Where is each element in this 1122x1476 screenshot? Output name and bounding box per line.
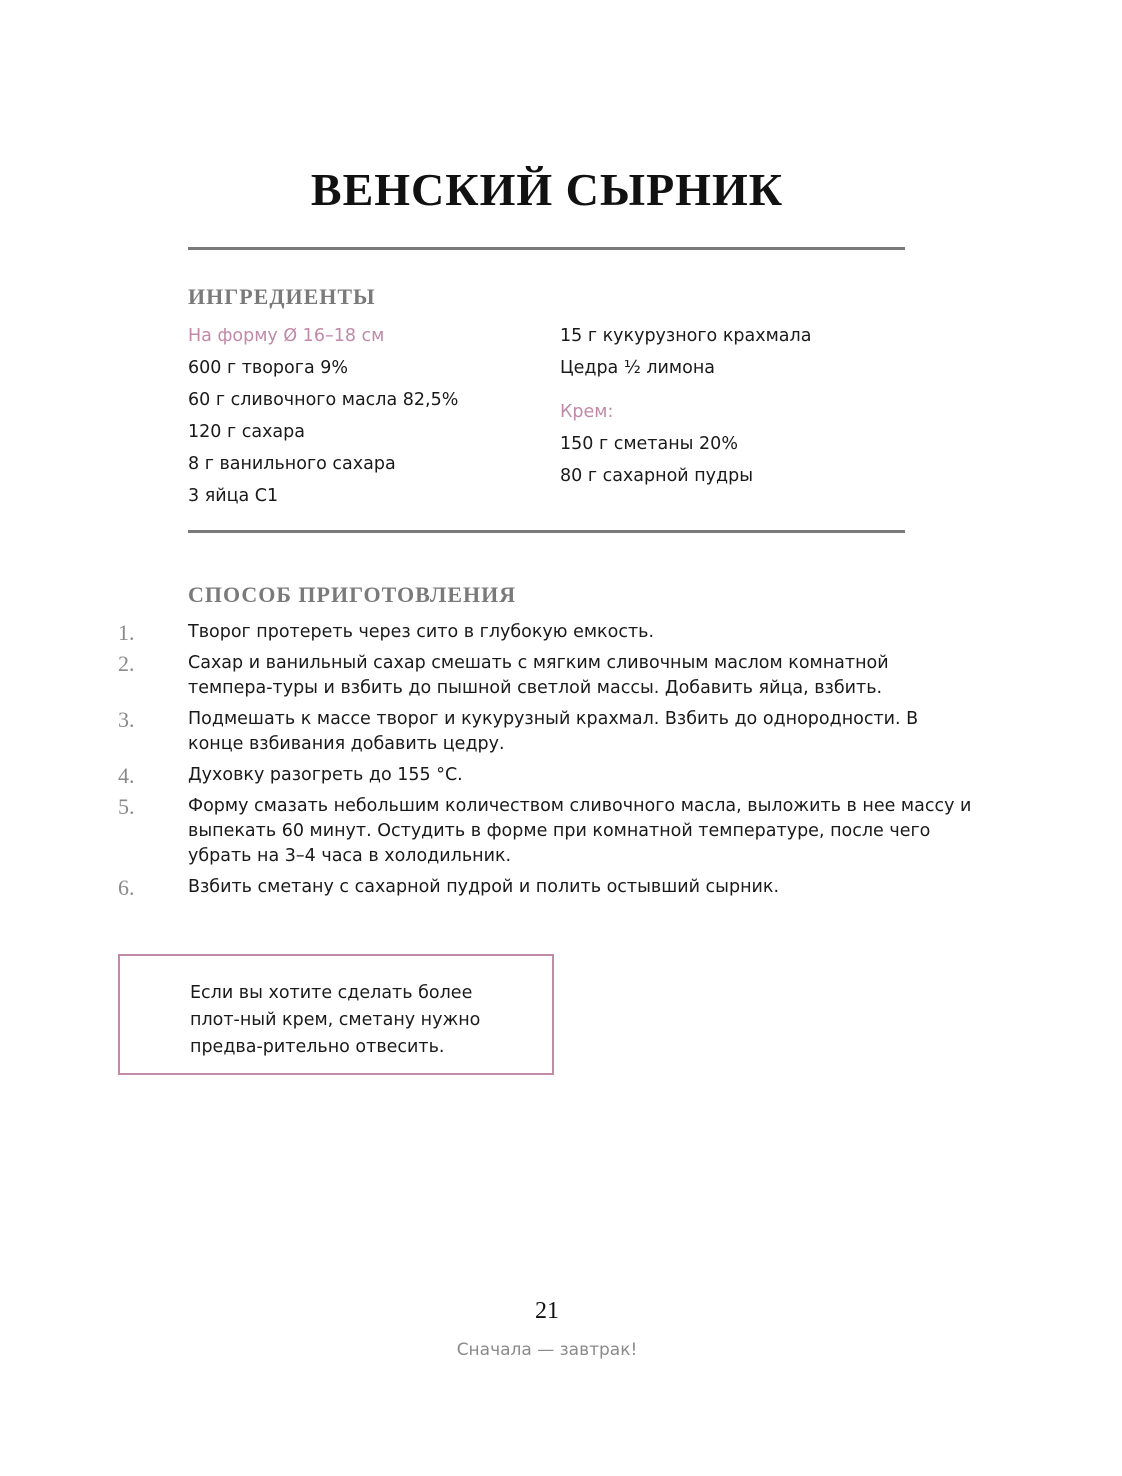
step-number: 5. [118, 794, 135, 819]
ingredient-item: 600 г творога 9% [188, 358, 348, 378]
step-number: 2. [118, 651, 135, 676]
method-steps-list [118, 620, 978, 906]
step-number: 6. [118, 875, 135, 900]
ingredient-item: 8 г ванильного сахара [188, 454, 396, 474]
top-divider [188, 247, 905, 250]
tip-box [118, 954, 554, 1075]
book-title-footer: Сначала — завтрак! [456, 1340, 638, 1360]
tip-text: Если вы хотите сделать более плот-ный крем, сметану нужно предва-рительно отвесить. [190, 983, 481, 1057]
step-text: Форму смазать небольшим количеством сливочного масла, выложить в нее массу и выпекать 60 минут. Остудить в форме при комнатной температуре, после чего убрать на 3–4 часа в холодильник. [188, 796, 972, 866]
cream-subheading: Крем: [560, 402, 614, 422]
page-number: 21 [535, 1298, 559, 1324]
method-step [118, 875, 978, 900]
step-text: Подмешать к массе творог и кукурузный крахмал. Взбить до однородности. В конце взбивания добавить цедру. [188, 709, 919, 754]
pan-size-subheading: На форму Ø 16–18 см [188, 326, 385, 346]
middle-divider [188, 530, 905, 533]
method-step [118, 763, 978, 788]
ingredients-right-column [560, 322, 811, 494]
method-step [118, 651, 978, 701]
ingredient-item: Цедра ½ лимона [560, 358, 716, 378]
step-text: Духовку разогреть до 155 °С. [188, 765, 463, 785]
ingredient-item: 3 яйца С1 [188, 486, 279, 506]
cream-ingredient-item: 150 г сметаны 20% [560, 434, 738, 454]
step-text: Творог протереть через сито в глубокую емкость. [188, 622, 655, 642]
step-text: Сахар и ванильный сахар смешать с мягким сливочным маслом комнатной темпера-туры и взбить до пышной светлой массы. Добавить яйца, взбить. [188, 653, 889, 698]
ingredients-heading: ИНГРЕДИЕНТЫ [188, 284, 376, 309]
ingredient-item: 60 г сливочного масла 82,5% [188, 390, 459, 410]
method-step [118, 794, 978, 869]
step-text: Взбить сметану с сахарной пудрой и полить остывший сырник. [188, 877, 780, 897]
cream-ingredient-item: 80 г сахарной пудры [560, 466, 754, 486]
method-step [118, 620, 978, 645]
ingredients-left-column [188, 322, 458, 514]
step-number: 4. [118, 763, 135, 788]
ingredient-item: 15 г кукурузного крахмала [560, 326, 812, 346]
recipe-title: ВЕНСКИЙ СЫРНИК [310, 164, 784, 215]
step-number: 1. [118, 620, 135, 645]
ingredient-item: 120 г сахара [188, 422, 305, 442]
step-number: 3. [118, 707, 135, 732]
method-step [118, 707, 978, 757]
method-heading: СПОСОБ ПРИГОТОВЛЕНИЯ [188, 582, 517, 607]
spacer [560, 386, 811, 398]
